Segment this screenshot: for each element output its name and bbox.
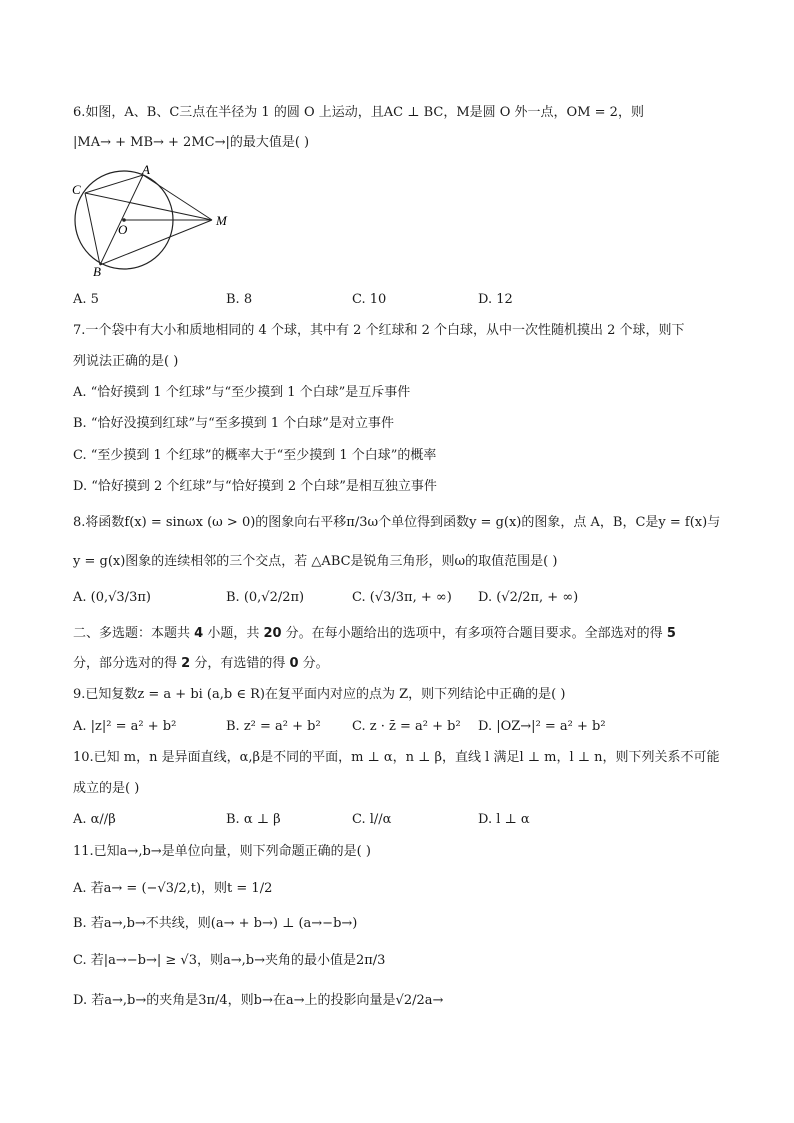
q10-option-a: A. α//β [73, 812, 116, 827]
q8-option-c: C. (√3/3π, + ∞) [352, 590, 452, 605]
q9-stem: 9.已知复数z = a + bi (a,b ∈ R)在复平面内对应的点为 Z，则下列结论中正确的是( ) [73, 687, 566, 702]
q7-stem-line1: 7.一个袋中有大小和质地相同的 4 个球，其中有 2 个红球和 2 个白球，从中一次性随机摸出 2 个球，则下 [73, 323, 685, 338]
q8-option-b: B. (0,√2/2π) [226, 590, 305, 605]
q10-option-c: C. l//α [352, 812, 392, 827]
q6-stem-line2: |MA→ + MB→ + 2MC→|的最大值是( ) [73, 135, 310, 150]
q9-option-c: C. z · z̄ = a² + b² [352, 719, 461, 734]
q7-stem-line2: 列说法正确的是( ) [73, 354, 179, 369]
segment-am [143, 175, 212, 220]
q9-option-d: D. |OZ→|² = a² + b² [478, 719, 606, 734]
segment-bm [100, 220, 212, 265]
q7-option-d: D. “恰好摸到 2 个红球”与“恰好摸到 2 个白球”是相互独立事件 [73, 479, 437, 494]
q9-option-b: B. z² = a² + b² [226, 719, 321, 734]
q8-stem-line2: y = g(x)图象的连续相邻的三个交点，若 △ABC是锐角三角形，则ω的取值范围是( ) [73, 554, 558, 569]
q10-stem-line1: 10.已知 m，n 是异面直线，α,β是不同的平面，m ⊥ α，n ⊥ β，直线 l 满足l ⊥ m，l ⊥ n，则下列关系不可能 [73, 750, 720, 765]
q6-option-b: B. 8 [226, 292, 253, 307]
q6-option-a: A. 5 [73, 292, 99, 307]
q11-option-c: C. 若|a→−b→| ≥ √3，则a→,b→夹角的最小值是2π/3 [73, 953, 386, 968]
section2-heading-line2: 分，部分选对的得 2 分，有选错的得 0 分。 [73, 656, 329, 671]
q10-option-b: B. α ⊥ β [226, 812, 281, 827]
q7-option-b: B. “恰好没摸到红球”与“至多摸到 1 个白球”是对立事件 [73, 416, 394, 431]
q11-option-b: B. 若a→,b→不共线，则(a→ + b→) ⊥ (a→−b→) [73, 916, 358, 931]
q10-option-d: D. l ⊥ α [478, 812, 530, 827]
q6-option-d: D. 12 [478, 292, 513, 307]
label-b: B [93, 264, 101, 279]
q11-option-d: D. 若a→,b→的夹角是3π/4，则b→在a→上的投影向量是√2/2a→ [73, 993, 444, 1008]
label-a: A [142, 162, 150, 177]
label-c: C [72, 182, 81, 197]
q8-stem-line1: 8.将函数f(x) = sinωx (ω > 0)的图象向右平移π/3ω个单位得到函数y = g(x)的图象，点 A，B，C是y = f(x)与 [73, 515, 721, 530]
q8-option-a: A. (0,√3/3π) [73, 590, 151, 605]
q6-circle-figure [66, 158, 246, 283]
segment-ca [85, 175, 143, 193]
q11-stem: 11.已知a→,b→是单位向量，则下列命题正确的是( ) [73, 844, 371, 859]
q7-option-c: C. “至少摸到 1 个红球”的概率大于“至少摸到 1 个白球”的概率 [73, 448, 437, 463]
segment-cb [85, 193, 100, 265]
section2-heading-line1: 二、多选题：本题共 4 小题，共 20 分。在每小题给出的选项中，有多项符合题目要求。全部选对的得 5 [73, 626, 676, 641]
label-o: O [118, 222, 128, 237]
segment-cm [85, 193, 212, 220]
q7-option-a: A. “恰好摸到 1 个红球”与“至少摸到 1 个白球”是互斥事件 [73, 385, 411, 400]
label-m: M [216, 213, 227, 228]
q9-option-a: A. |z|² = a² + b² [73, 719, 177, 734]
q6-stem-line1: 6.如图，A、B、C三点在半径为 1 的圆 O 上运动，且AC ⊥ BC，M是圆 O 外一点，OM = 2，则 [73, 105, 644, 120]
q10-stem-line2: 成立的是( ) [73, 781, 140, 796]
q8-option-d: D. (√2/2π, + ∞) [478, 590, 579, 605]
q6-option-c: C. 10 [352, 292, 387, 307]
q11-option-a: A. 若a→ = (−√3/2,t)，则t = 1/2 [73, 881, 273, 896]
